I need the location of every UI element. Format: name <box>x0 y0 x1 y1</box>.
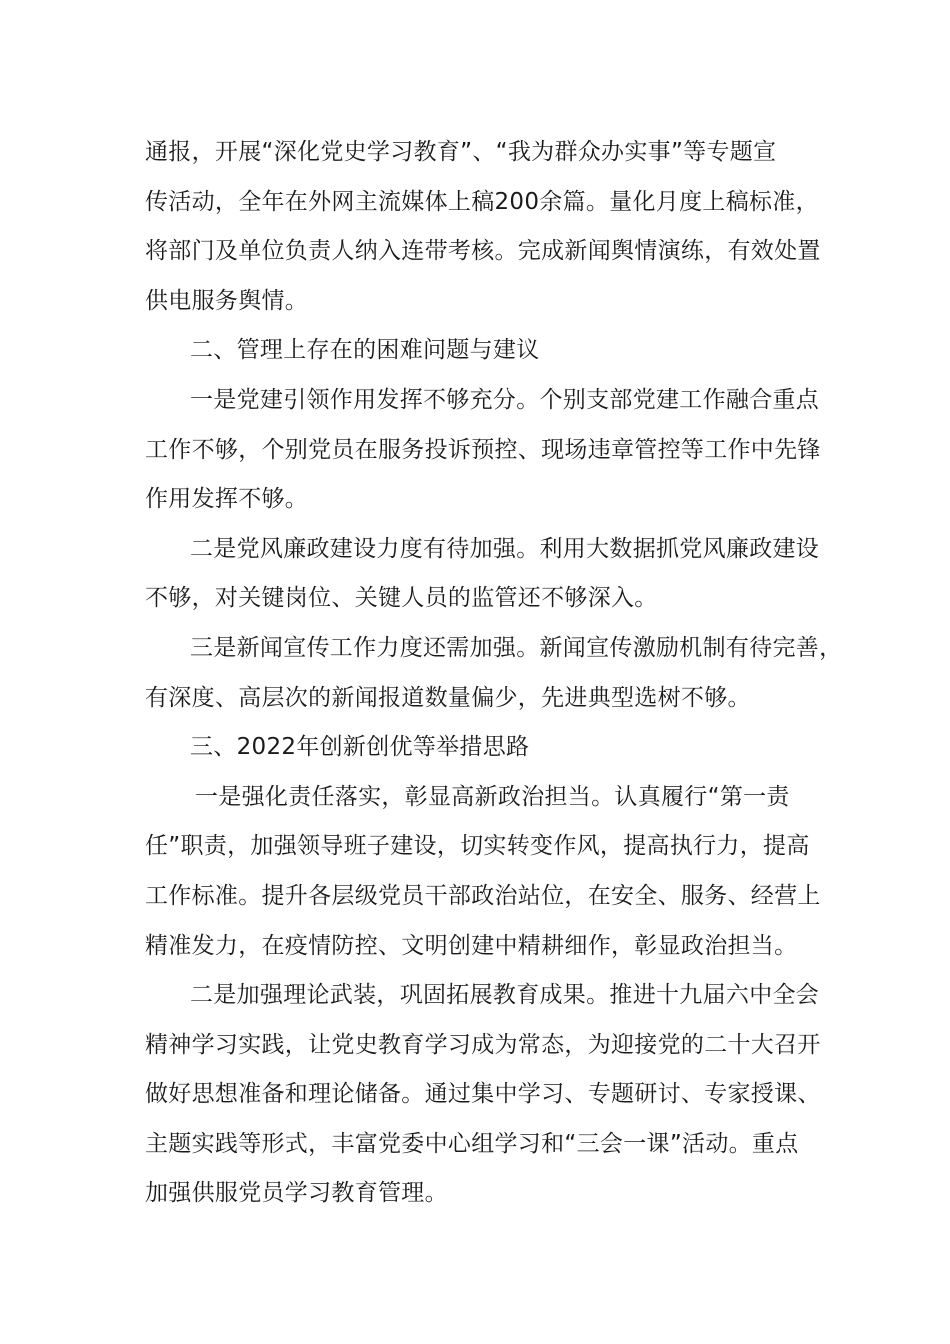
section-heading: 三、2022年创新创优等举措思路 <box>190 734 530 761</box>
paragraph-line: 传活动，全年在外网主流媒体上稿200余篇。量化月度上稿标准， <box>145 188 819 215</box>
paragraph-line: 不够，对关键岗位、关键人员的监管还不够深入。 <box>145 585 658 612</box>
paragraph-line: 工作标准。提升各层级党员干部政治站位，在安全、服务、经营上 <box>145 882 821 909</box>
paragraph-line: 将部门及单位负责人纳入连带考核。完成新闻舆情演练，有效处置 <box>145 238 821 265</box>
paragraph-line: 精准发力，在疫情防控、文明创建中精耕细作，彰显政治担当。 <box>145 932 798 959</box>
paragraph-line: 三是新闻宣传工作力度还需加强。新闻宣传激励机制有待完善， <box>190 634 843 661</box>
paragraph-line: 做好思想准备和理论储备。通过集中学习、专题研讨、专家授课、 <box>145 1081 821 1108</box>
paragraph-line: 供电服务舆情。 <box>145 287 309 314</box>
paragraph-line: 二是党风廉政建设力度有待加强。利用大数据抓党风廉政建设 <box>190 535 820 562</box>
paragraph-line: 主题实践等形式，丰富党委中心组学习和“三会一课”活动。重点 <box>145 1130 799 1157</box>
paragraph-line: 二是加强理论武装，巩固拓展教育成果。推进十九届六中全会 <box>190 982 820 1009</box>
section-heading: 二、管理上存在的困难问题与建议 <box>190 337 540 364</box>
paragraph-line: 有深度、高层次的新闻报道数量偏少，先进典型选树不够。 <box>145 684 751 711</box>
paragraph-line: 加强供服党员学习教育管理。 <box>145 1180 448 1207</box>
paragraph-line: 精神学习实践，让党史教育学习成为常态，为迎接党的二十大召开 <box>145 1031 821 1058</box>
paragraph-line: 一是党建引领作用发挥不够充分。个别支部党建工作融合重点 <box>190 386 820 413</box>
paragraph-line: 任”职责，加强领导班子建设，切实转变作风，提高执行力，提高 <box>145 833 810 860</box>
document-body <box>145 128 843 1219</box>
paragraph-line: 工作不够，个别党员在服务投诉预控、现场违章管控等工作中先锋 <box>145 436 821 463</box>
paragraph-line: 通报，开展“深化党史学习教育”、“我为群众办实事”等专题宣 <box>145 139 777 165</box>
paragraph-line: 作用发挥不够。 <box>145 486 309 513</box>
paragraph-line: 一是强化责任落实，彰显高新政治担当。认真履行“第一责 <box>195 783 790 810</box>
